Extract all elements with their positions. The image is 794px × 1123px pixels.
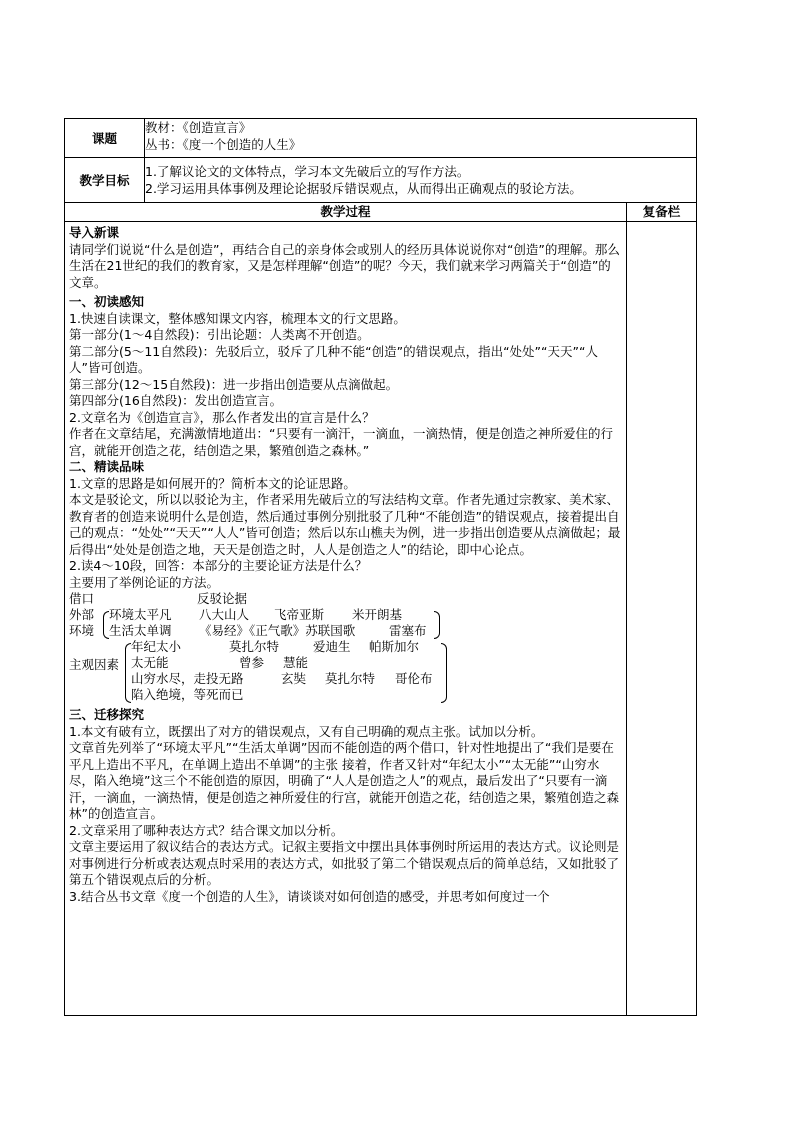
diagram-row5b: 玄奘 (281, 671, 307, 686)
s1-part-3: 第三部分(12～15自然段)：进一步指出创造要从点滴做起。 (69, 376, 399, 392)
diagram-row5: 山穷水尽，走投无路 (131, 671, 244, 686)
s3-answer-2: 文章主要运用了叙议结合的表达方式。记叙主要指文中摆出具体事例时所运用的表达方式。议论则是对事例进行分析或表达观点时采用的表达方式，如批驳了第二个错误观点后的简单总结，又如批驳了第五个错误观点后的分析。 (69, 839, 620, 887)
topic-textbook: 教材：《创造宣言》 (145, 120, 252, 135)
diagram-row4c: 慧能 (283, 655, 309, 670)
diagram-row4: 太无能 (131, 655, 169, 670)
diagram-row4b: 曾参 (239, 655, 265, 670)
diagram-row3c: 爱迪生 (313, 639, 351, 654)
diagram-row6: 陷入绝境，等死而已 (131, 687, 244, 702)
intro-title: 导入新课 (69, 225, 120, 240)
s2-question-1: 1.文章的思路是如何展开的？简析本文的论证思路。 (69, 475, 356, 491)
diagram-subjective: 主观因素 (69, 657, 120, 672)
diagram-row2: 生活太单调 (109, 623, 172, 638)
goal-2: 2.学习运用具体事例及理论论据驳斥错误观点，从而得出正确观点的驳论方法。 (145, 181, 582, 196)
s1-question-1: 1.快速自读课文，整体感知课文内容，梳理本文的行文思路。 (69, 310, 406, 326)
subjective-brace-right (441, 643, 447, 703)
process-content (65, 222, 627, 1016)
lesson-plan-table (64, 118, 697, 1016)
section3-title: 三、迁移探究 (69, 707, 145, 722)
s1-part-2: 第二部分(5～11自然段)：先驳后立，驳斥了几种不能“创造”的错误观点，指出“处处”“天天”“人人”皆可创造。 (69, 343, 598, 375)
external-brace-right (434, 611, 440, 639)
diagram-row2b: 《易经》《正气歌》苏联国歌 (199, 623, 356, 638)
goal-label: 教学目标 (65, 158, 145, 203)
goal-1: 1.了解议论文的文体特点，学习本文先破后立的写作方法。 (145, 164, 470, 179)
topic-cell (145, 119, 697, 158)
s1-part-4: 第四部分(16自然段)：发出创造宣言。 (69, 393, 283, 408)
s3-question-2: 2.文章采用了哪种表达方式？结合课文加以分析。 (69, 822, 344, 838)
s1-part-1: 第一部分(1～4自然段)：引出论题：人类离不开创造。 (69, 327, 370, 342)
diagram-row3d: 帕斯加尔 (369, 639, 420, 654)
diagram-external-2: 环境 (69, 623, 95, 638)
section1-title: 一、初读感知 (69, 294, 145, 309)
intro-text: 请同学们说说“什么是创造”，再结合自己的亲身体会或别人的经历具体说说你对“创造”的理解。那么生活在21世纪的我们的教育家，又是怎样理解“创造”的呢？今天，我们就来学习两篇关于“创造”的文章。 (69, 241, 620, 290)
process-header: 教学过程 (65, 203, 627, 222)
s2-answer-1: 本文是驳论文，所以以驳论为主，作者采用先破后立的写法结构文章。作者先通过宗教家、美术家、教育者的创造来说明什么是创造，然后通过事例分别批驳了几种“不能创造”的错误观点，接着提出自己的观点：“处处”“天天”“人人”皆可创造；然后以东山樵夫为例，进一步指出创造要从点滴做起；最后得出“处处是创造之地，天天是创造之时，人人是创造之人”的结论，即中心论点。 (69, 492, 621, 557)
s3-question-3: 3.结合丛书文章《度一个创造的人生》，请谈谈对如何创造的感受，并思考如何度过一个 (69, 888, 550, 904)
diagram-row5d: 哥伦布 (395, 671, 433, 686)
diagram-row2c: 雷塞布 (389, 623, 427, 638)
section2-title: 二、精读品味 (69, 459, 145, 474)
s1-question-2: 2.文章名为《创造宣言》，那么作者发出的宣言是什么？ (69, 409, 375, 425)
s2-answer-2: 主要用了举例论证的方法。 (69, 574, 220, 590)
lesson-plan-page (64, 118, 696, 1016)
topic-label: 课题 (65, 119, 145, 158)
diagram-row1d: 米开朗基 (352, 607, 403, 622)
diagram-header-rebuttal: 反驳论据 (197, 591, 248, 606)
topic-series: 丛书：《度一个创造的人生》 (145, 137, 302, 152)
s2-question-2: 2.读4～10段，回答：本部分的主要论证方法是什么？ (69, 558, 368, 573)
diagram-row1b: 八大山人 (199, 607, 250, 622)
argument-diagram (69, 591, 622, 707)
s1-answer-2: 作者在文章结尾，充满激情地道出：“只要有一滴汗，一滴血，一滴热情，便是创造之神所爱住的行宫，就能开创造之花，结创造之果，繁殖创造之森林。” (69, 426, 613, 458)
s3-question-1: 1.本文有破有立，既摆出了对方的错误观点，又有自己明确的观点主张。试加以分析。 (69, 723, 544, 739)
goal-cell (145, 158, 697, 203)
notes-column (627, 222, 697, 1016)
s3-answer-1: 文章首先列举了“环境太平凡”“生活太单调”因而不能创造的两个借口，针对性地提出了“我们是要在平凡上造出不平凡，在单调上造出不单调”的主张 接着，作者又针对“年纪太小”“太无能”“山穷水尽，陷入绝境”这三个不能创造的原因，明确了“人人是创造之人”的观点，最后发出了“只要有一滴汗，一滴血，一滴热情，便是创造之神所爱住的行宫，就能开创造之花，结创造之果，繁殖创造之森林”的创造宣言。 (69, 740, 620, 821)
notes-header: 复备栏 (627, 203, 697, 222)
diagram-row5c: 莫扎尔特 (325, 671, 376, 686)
diagram-row1: 环境太平凡 (109, 607, 172, 622)
diagram-row1c: 飞帝亚斯 (274, 607, 325, 622)
diagram-row3b: 莫扎尔特 (229, 639, 280, 654)
diagram-row3: 年纪太小 (131, 639, 182, 654)
diagram-header-excuse: 借口 (69, 591, 95, 606)
diagram-external-1: 外部 (69, 607, 95, 622)
